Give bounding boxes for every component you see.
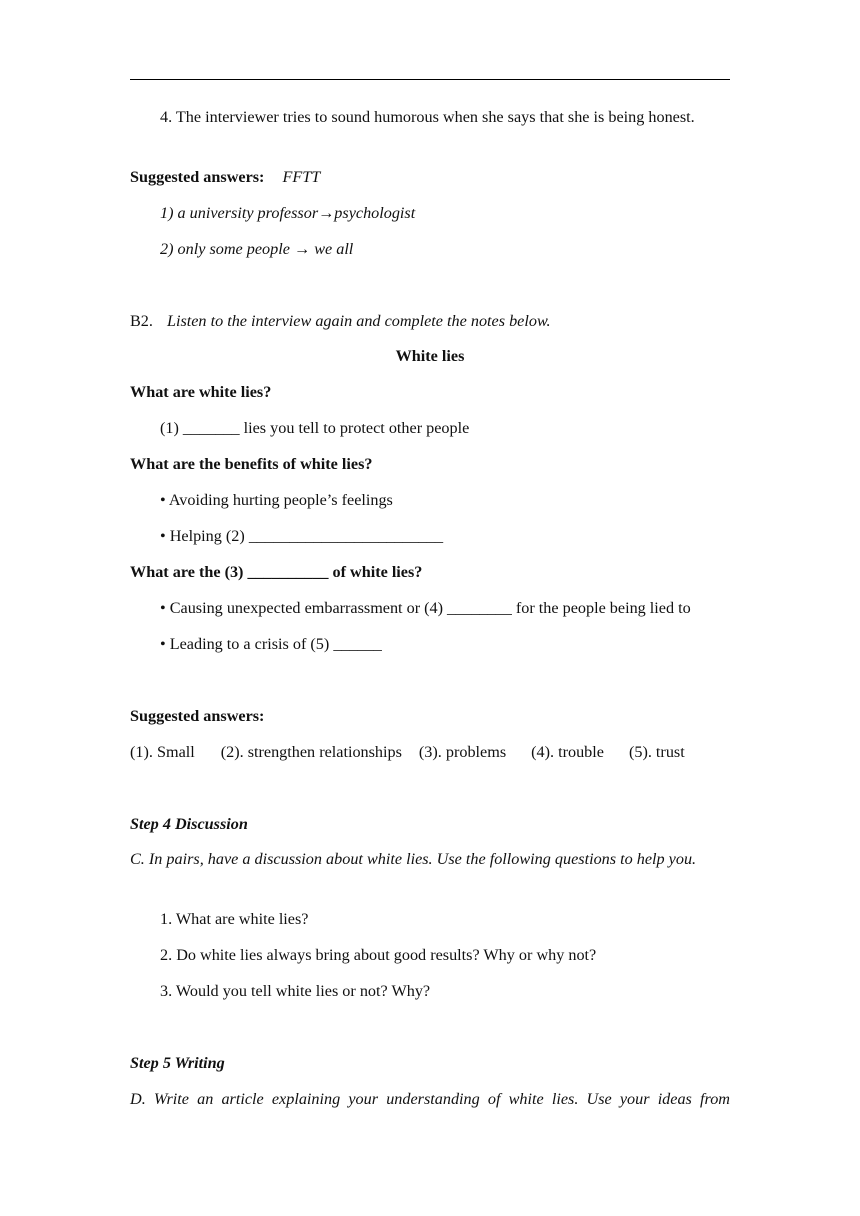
suggested-answers-2: [130, 740, 730, 764]
notes-item-4: • Causing unexpected embarrassment or (4) ________ for the people being lied to: [160, 599, 691, 617]
notes-question-1: What are white lies?: [130, 383, 272, 401]
correction-2: 2) only some people → we all: [160, 240, 354, 258]
b2-instruction-line: [130, 309, 730, 333]
correction-1: 1) a university professor→psychologist: [160, 204, 416, 222]
step4-question-1: 1. What are white lies?: [160, 910, 309, 928]
suggested-answers-2-label: Suggested answers:: [130, 707, 265, 725]
answer-4: (4). trouble: [531, 743, 604, 761]
header-rule: [130, 79, 730, 80]
step5-heading: Step 5 Writing: [130, 1054, 225, 1072]
answers-value: FFTT: [282, 168, 321, 186]
answer-2: (2). strengthen relationships: [220, 743, 402, 761]
step4-heading: Step 4 Discussion: [130, 815, 248, 833]
step4-question-2: 2. Do white lies always bring about good results? Why or why not?: [160, 946, 597, 964]
b2-instruction: Listen to the interview again and complete the notes below.: [166, 312, 551, 330]
notes-item-2: • Avoiding hurting people’s feelings: [160, 491, 393, 509]
answer-1: (1). Small: [130, 743, 195, 761]
answer-3: (3). problems: [418, 743, 507, 761]
step5-instruction: D. Write an article explaining your understanding of white lies. Use your ideas from: [130, 1090, 730, 1108]
answers-label: Suggested answers:: [130, 168, 265, 186]
b2-number: B2.: [130, 312, 153, 330]
suggested-answers-1: [130, 165, 730, 189]
b1-item-4: 4. The interviewer tries to sound humorous when she says that she is being honest.: [160, 108, 695, 126]
notes-question-2: What are the benefits of white lies?: [130, 455, 373, 473]
notes-item-3: • Helping (2) ________________________: [160, 527, 444, 545]
notes-item-1: (1) _______ lies you tell to protect other people: [160, 419, 470, 437]
step4-instruction: C. In pairs, have a discussion about white lies. Use the following questions to help you.: [130, 850, 697, 868]
notes-title: White lies: [395, 347, 465, 365]
step4-question-3: 3. Would you tell white lies or not? Why?: [160, 982, 431, 1000]
notes-question-3: What are the (3) __________ of white lies?: [130, 563, 423, 581]
answer-5: (5). trust: [628, 743, 685, 761]
notes-item-5: • Leading to a crisis of (5) ______: [160, 635, 382, 653]
